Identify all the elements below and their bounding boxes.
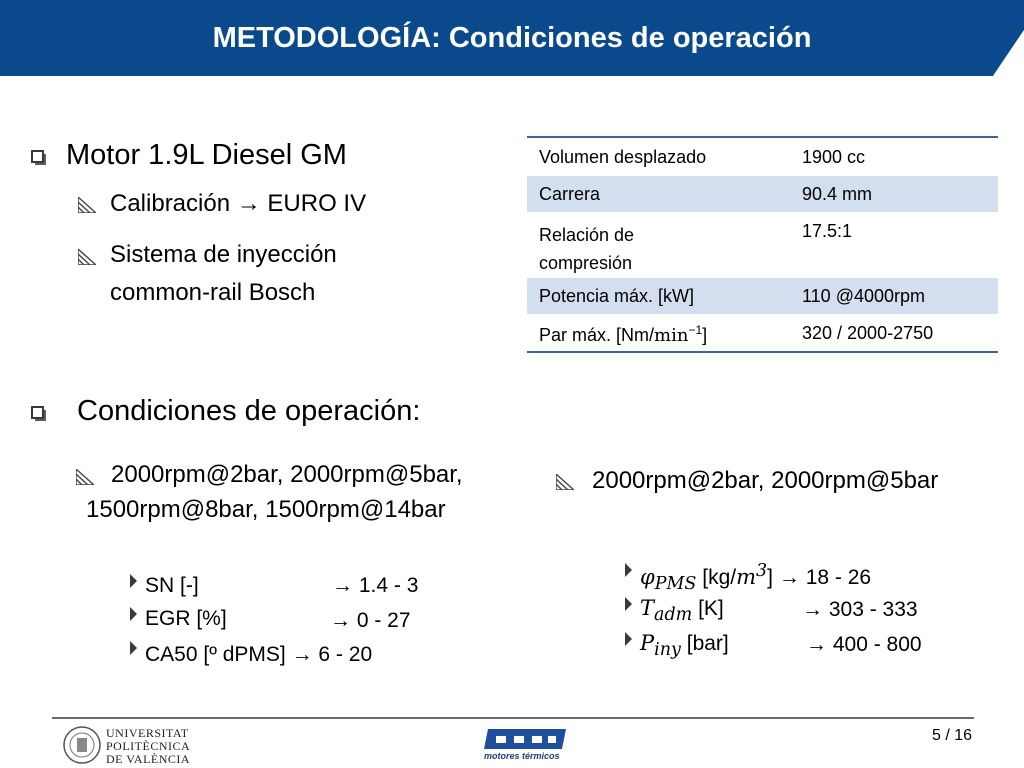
unit: [K]: [692, 597, 724, 620]
p-subscript: iny: [654, 640, 681, 661]
t-symbol: T: [640, 596, 655, 620]
right-arrow-icon: →: [806, 633, 827, 656]
calibration-item: [110, 190, 366, 218]
param-value-row: [806, 633, 922, 657]
phi-symbol: φ: [640, 565, 655, 589]
table-cell-label: [527, 212, 790, 277]
param-label: [640, 561, 871, 594]
injection-line2: common-rail Bosch: [110, 279, 316, 306]
page-number: 5 / 16: [931, 727, 972, 744]
injection-line1: Sistema de inyección: [110, 241, 337, 268]
engine-heading: Motor 1.9L Diesel GM: [66, 139, 347, 171]
right-arrow-icon: →: [778, 566, 800, 589]
label-prefix: Par máx. [Nm/: [539, 324, 655, 345]
university-name: [106, 727, 190, 766]
right-arrow-icon: →: [332, 574, 353, 597]
param-value: 400 - 800: [832, 633, 922, 656]
phi-subscript: PMS: [654, 574, 697, 595]
hatch-bullet-icon: [78, 197, 96, 213]
table-row: [527, 137, 998, 175]
table-cell-label: Potencia máx. [kW]: [527, 277, 790, 314]
table-cell-value: 320 / 2000-2750: [790, 314, 998, 352]
unit-exponent: 3: [756, 561, 768, 581]
unit-symbol: m: [736, 565, 757, 589]
param-label: [640, 596, 724, 625]
triangle-bullet-icon: [130, 641, 137, 655]
table-row: [527, 175, 998, 212]
param-value: 1.4 - 3: [358, 574, 419, 597]
param-value-row: [802, 598, 918, 622]
label-line2: compresión: [539, 252, 633, 273]
param-value: 6 - 20: [318, 643, 373, 666]
triangle-bullet-icon: [625, 632, 632, 646]
table-cell-label: Carrera: [527, 175, 790, 212]
header-band: [0, 0, 1024, 76]
university-seal-icon: [62, 725, 102, 765]
conditions-heading: Condiciones de operación:: [77, 395, 421, 427]
param-value-row: [330, 609, 411, 633]
table-cell-value: 1900 cc: [802, 147, 866, 167]
university-line: POLITÈCNICA: [106, 739, 191, 753]
university-line: UNIVERSITAT: [106, 726, 189, 740]
triangle-bullet-icon: [130, 607, 137, 621]
t-subscript: adm: [654, 605, 693, 626]
table-cell-label: [527, 314, 790, 352]
table-row: [527, 314, 998, 352]
param-value: 0 - 27: [356, 609, 411, 632]
square-bullet-icon: [31, 150, 44, 163]
param-label: SN [-]: [145, 574, 199, 597]
unit: [bar]: [680, 632, 729, 655]
calibration-label: Calibración: [110, 190, 237, 217]
triangle-bullet-icon: [625, 563, 632, 577]
cmt-logo-icon: [482, 727, 568, 751]
table-row: [527, 277, 998, 314]
hatch-bullet-icon: [78, 249, 96, 265]
param-value-row: [332, 574, 418, 598]
p-symbol: P: [640, 631, 655, 655]
param-label: CA50 [º dPMS]: [145, 643, 286, 666]
label-unit: min: [654, 324, 689, 346]
calibration-value: EURO IV: [260, 190, 367, 217]
footer-divider: [52, 717, 974, 719]
right-arrow-icon: →: [802, 598, 823, 621]
table-cell-value: 17.5:1: [790, 212, 998, 277]
table-cell-value: 90.4 mm: [790, 175, 998, 212]
university-line: DE VALÈNCIA: [106, 752, 191, 766]
label-suffix: ]: [702, 324, 708, 345]
slide-title: METODOLOGÍA: Condiciones de operación: [212, 22, 812, 54]
engine-spec-table: [527, 136, 998, 353]
param-label-value-row: [145, 643, 372, 667]
right-arrow-icon: →: [291, 643, 313, 666]
right-arrow-icon: →: [236, 190, 261, 217]
param-label: EGR [%]: [145, 607, 227, 630]
table-cell-value: 110 @4000rpm: [790, 277, 998, 314]
cmt-subtitle: motores térmicos: [484, 751, 560, 761]
conditions-left-line1: 2000rpm@2bar, 2000rpm@5bar,: [111, 461, 463, 488]
param-label: [640, 631, 729, 660]
table-cell-label: Volumen desplazado: [539, 147, 707, 167]
unit-suffix: ]: [767, 566, 773, 589]
unit-prefix: [kg/: [696, 566, 737, 589]
triangle-bullet-icon: [130, 574, 137, 588]
table-row: [527, 212, 998, 277]
hatch-bullet-icon: [76, 469, 94, 485]
param-value: 18 - 26: [805, 566, 872, 589]
hatch-bullet-icon: [556, 474, 574, 490]
param-value: 303 - 333: [828, 598, 918, 621]
conditions-right: 2000rpm@2bar, 2000rpm@5bar: [592, 467, 939, 494]
right-arrow-icon: →: [330, 609, 351, 632]
conditions-left-line2: 1500rpm@8bar, 1500rpm@14bar: [86, 496, 446, 523]
square-bullet-icon: [31, 406, 44, 419]
triangle-bullet-icon: [625, 597, 632, 611]
label-exponent: −1: [688, 322, 703, 337]
label-line1: Relación de: [539, 224, 635, 245]
